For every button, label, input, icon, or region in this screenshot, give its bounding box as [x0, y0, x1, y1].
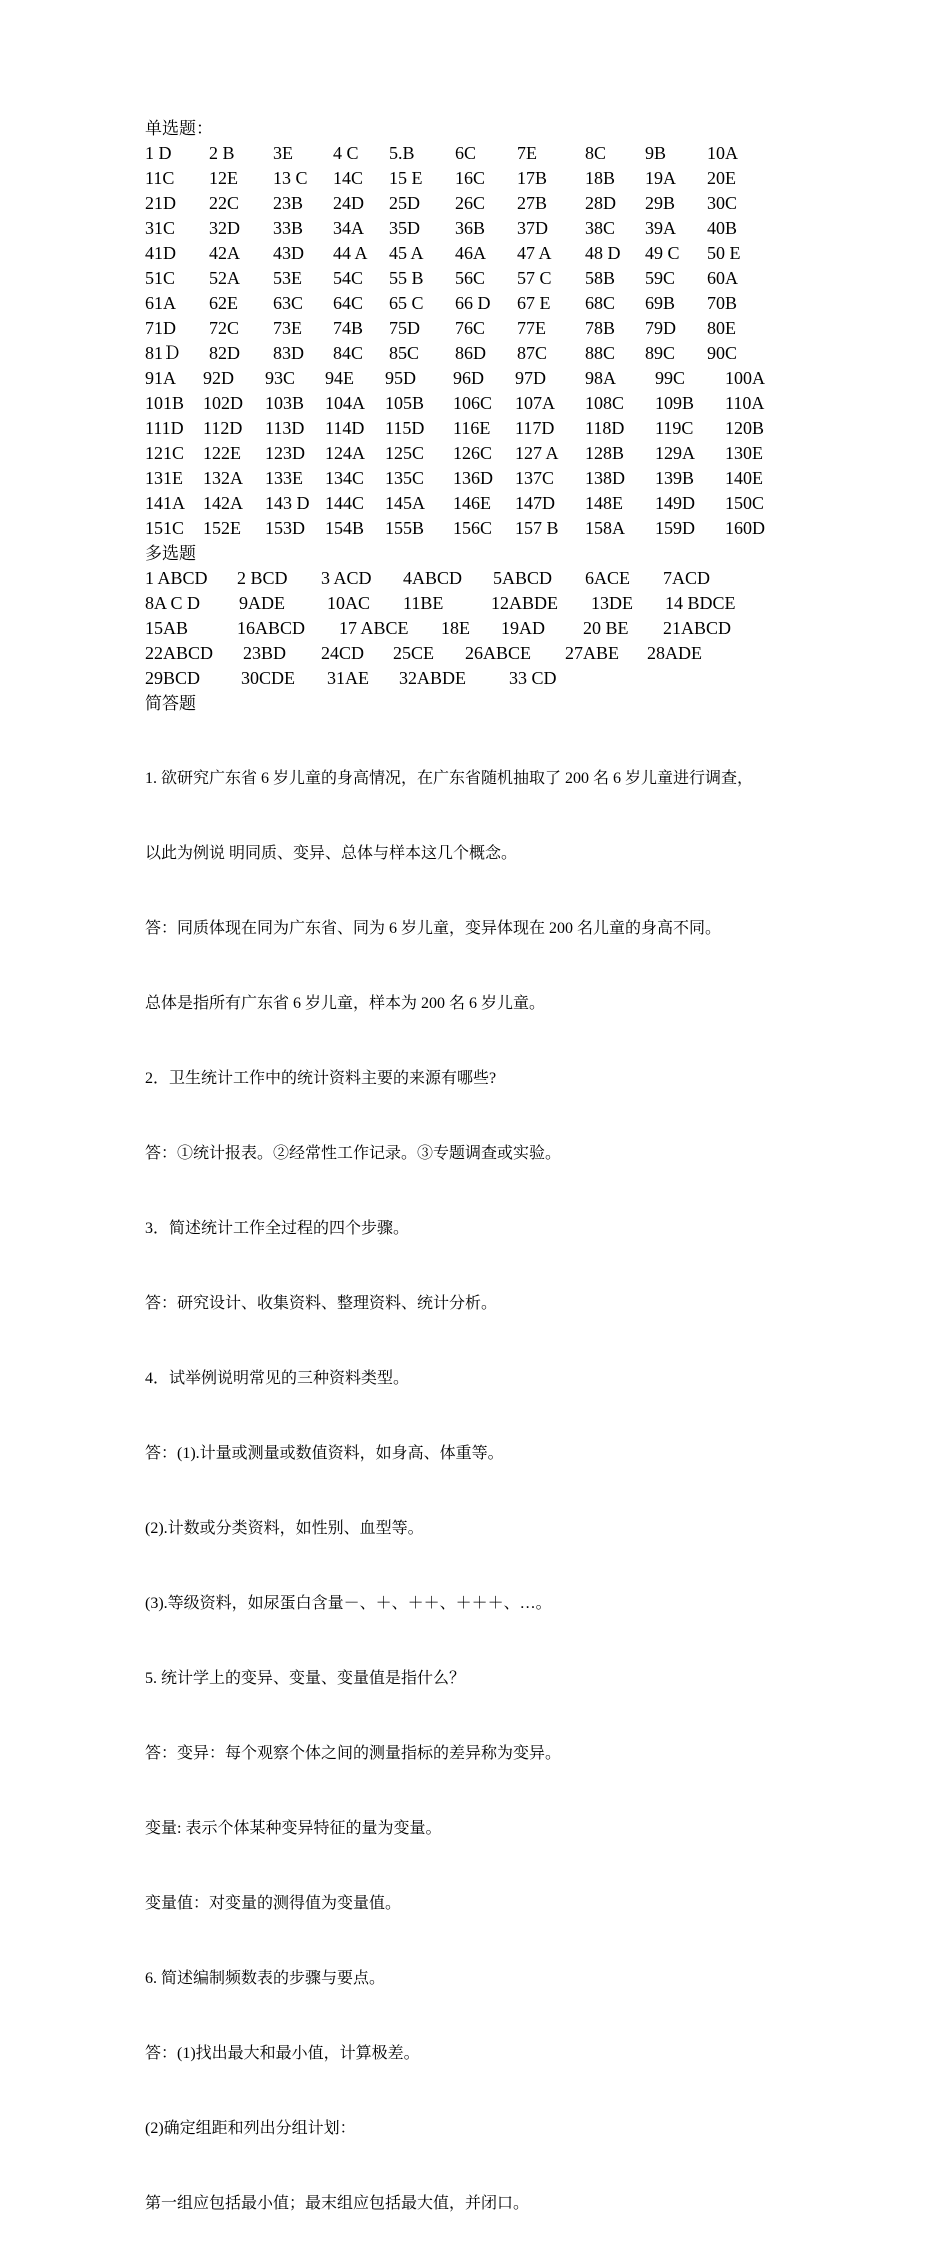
single-choice-answer: 96D	[453, 368, 484, 388]
single-choice-answer: 73E	[273, 318, 302, 338]
multi-choice-answer: 18E	[441, 618, 470, 638]
multi-choice-answer: 12ABDE	[491, 593, 558, 613]
multi-choice-answer: 25CE	[393, 643, 435, 663]
single-choice-answer: 42A	[209, 243, 240, 263]
single-choice-answer: 62E	[209, 293, 238, 313]
multi-choice-answer: 21ABCD	[663, 618, 732, 638]
single-choice-answer: 45 A	[389, 243, 424, 263]
single-choice-answer: 95D	[385, 368, 416, 388]
single-choice-answer: 55 B	[389, 268, 424, 288]
single-choice-row	[145, 316, 825, 341]
single-choice-answer: 146E	[453, 493, 491, 513]
single-choice-answer: 152E	[203, 518, 241, 538]
single-choice-answer: 14C	[333, 168, 364, 188]
single-choice-answer: 136D	[453, 468, 493, 488]
single-choice-answer: 128B	[585, 443, 625, 463]
single-choice-row	[145, 491, 825, 516]
single-choice-answer: 26C	[455, 193, 486, 213]
single-choice-answer: 99C	[655, 368, 686, 388]
single-choice-answer: 76C	[455, 318, 486, 338]
single-choice-row	[145, 291, 825, 316]
single-choice-answer: 123D	[265, 443, 305, 463]
single-choice-answer: 79D	[645, 318, 676, 338]
single-choice-answer: 145A	[385, 493, 425, 513]
single-choice-answer: 5.B	[389, 143, 415, 163]
single-choice-answer: 72C	[209, 318, 240, 338]
single-choice-answer: 59C	[645, 268, 676, 288]
single-choice-answer: 121C	[145, 443, 185, 463]
single-choice-answer: 7E	[517, 143, 537, 163]
single-choice-answer: 112D	[203, 418, 243, 438]
single-choice-answer: 69B	[645, 293, 676, 313]
single-choice-answer: 84C	[333, 343, 364, 363]
single-choice-answer: 30C	[707, 193, 738, 213]
single-choice-answer: 93C	[265, 368, 296, 388]
single-choice-answer: 44 A	[333, 243, 368, 263]
multi-choice-answer: 29BCD	[145, 668, 201, 688]
single-choice-row	[145, 216, 825, 241]
single-choice-answer: 132A	[203, 468, 243, 488]
single-choice-answer: 20E	[707, 168, 736, 188]
single-choice-row	[145, 441, 825, 466]
single-choice-answer: 33B	[273, 218, 304, 238]
multi-choice-answer: 17 ABCE	[339, 618, 409, 638]
single-choice-answer: 156C	[453, 518, 493, 538]
single-choice-row	[145, 391, 825, 416]
single-choice-answer: 117D	[515, 418, 555, 438]
single-choice-answer: 31C	[145, 218, 176, 238]
single-choice-answer: 70B	[707, 293, 738, 313]
answer-4-line-2: (2).计数或分类资料，如性别、血型等。	[145, 1520, 424, 1537]
single-choice-answer: 147D	[515, 493, 555, 513]
single-choice-answer: 21D	[145, 193, 176, 213]
multi-choice-answer: 5ABCD	[493, 568, 553, 588]
multi-choice-row	[145, 566, 825, 591]
multi-choice-answer: 15AB	[145, 618, 189, 638]
single-choice-answer: 142A	[203, 493, 243, 513]
answer-6-line-3: 第一组应包括最小值；最末组应包括最大值，并闭口。	[145, 2195, 530, 2212]
single-choice-answer: 94E	[325, 368, 354, 388]
multi-choice-answer: 27ABE	[565, 643, 619, 663]
single-choice-answer: 130E	[725, 443, 763, 463]
single-choice-answer: 92D	[203, 368, 234, 388]
single-choice-answer: 11C	[145, 168, 175, 188]
single-choice-answer: 148E	[585, 493, 623, 513]
single-choice-answer: 160D	[725, 518, 765, 538]
single-choice-answer: 137C	[515, 468, 555, 488]
answer-4-line-3: (3).等级资料，如尿蛋白含量－、＋、＋＋、＋＋＋、…。	[145, 1595, 552, 1612]
multi-choice-answer: 3 ACD	[321, 568, 372, 588]
single-choice-answer: 40B	[707, 218, 738, 238]
single-choice-answer: 143 D	[265, 493, 310, 513]
single-choice-answer: 27B	[517, 193, 548, 213]
single-choice-answer: 100A	[725, 368, 765, 388]
single-choice-answer: 141A	[145, 493, 185, 513]
single-choice-row	[145, 266, 825, 291]
single-choice-answer: 13 C	[273, 168, 308, 188]
multi-choice-answer: 30CDE	[241, 668, 295, 688]
answer-4-line-1: 答：(1).计量或测量或数值资料，如身高、体重等。	[145, 1445, 504, 1462]
single-choice-answer: 51C	[145, 268, 176, 288]
multi-choice-answer: 4ABCD	[403, 568, 463, 588]
multi-choice-answer: 22ABCD	[145, 643, 214, 663]
single-choice-answer: 122E	[203, 443, 241, 463]
single-choice-answer: 28D	[585, 193, 616, 213]
single-choice-answer: 52A	[209, 268, 240, 288]
single-choice-answer: 22C	[209, 193, 240, 213]
single-choice-answer: 108C	[585, 393, 625, 413]
single-choice-answer: 138D	[585, 468, 625, 488]
single-choice-answer: 19A	[645, 168, 676, 188]
answer-3: 答：研究设计、收集资料、整理资料、统计分析。	[145, 1295, 498, 1312]
single-choice-answer: 48 D	[585, 243, 621, 263]
multi-choice-answer: 16ABCD	[237, 618, 306, 638]
multi-choice-answer: 1 ABCD	[145, 568, 208, 588]
single-choice-answer: 150C	[725, 493, 765, 513]
multi-choice-answer: 11BE	[403, 593, 444, 613]
single-choice-answer: 118D	[585, 418, 625, 438]
multi-choice-row	[145, 666, 825, 691]
single-choice-answer: 6C	[455, 143, 477, 163]
single-choice-answer: 24D	[333, 193, 364, 213]
single-choice-answer: 155B	[385, 518, 425, 538]
single-choice-answer: 105B	[385, 393, 425, 413]
single-choice-answer: 1 D	[145, 143, 172, 163]
multi-choice-answer: 10AC	[327, 593, 371, 613]
short-answer-heading: 简答题	[145, 694, 196, 713]
single-choice-answer: 135C	[385, 468, 425, 488]
single-choice-answer: 111D	[145, 418, 184, 438]
multi-choice-heading: 多选题	[145, 544, 196, 563]
multi-choice-answer: 24CD	[321, 643, 365, 663]
single-choice-answer: 91A	[145, 368, 176, 388]
single-choice-answer: 74B	[333, 318, 364, 338]
single-choice-answer: 71D	[145, 318, 176, 338]
single-choice-answer: 3E	[273, 143, 293, 163]
single-choice-answer: 60A	[707, 268, 738, 288]
single-choice-answer: 39A	[645, 218, 676, 238]
answer-6-line-2: (2)确定组距和列出分组计划：	[145, 2120, 356, 2137]
question-1-line-1: 1. 欲研究广东省 6 岁儿童的身高情况，在广东省随机抽取了 200 名 6 岁儿童进行调查，	[145, 770, 754, 787]
multi-choice-grid	[145, 566, 825, 691]
single-choice-answer: 16C	[455, 168, 486, 188]
single-choice-answer: 57 C	[517, 268, 552, 288]
single-choice-answer: 115D	[385, 418, 425, 438]
single-choice-answer: 12E	[209, 168, 238, 188]
answer-6-line-1: 答：(1)找出最大和最小值，计算极差。	[145, 2045, 420, 2062]
single-choice-answer: 67 E	[517, 293, 551, 313]
question-5: 5. 统计学上的变异、变量、变量值是指什么？	[145, 1670, 466, 1687]
short-answer-body	[145, 716, 825, 2266]
single-choice-answer: 98A	[585, 368, 616, 388]
single-choice-answer: 139B	[655, 468, 695, 488]
single-choice-answer: 49 C	[645, 243, 680, 263]
multi-choice-answer: 6ACE	[585, 568, 630, 588]
single-choice-answer: 82D	[209, 343, 240, 363]
single-choice-row	[145, 191, 825, 216]
single-choice-answer: 56C	[455, 268, 486, 288]
single-choice-answer: 38C	[585, 218, 616, 238]
single-choice-answer: 88C	[585, 343, 616, 363]
multi-choice-answer: 26ABCE	[465, 643, 532, 663]
single-choice-answer: 46A	[455, 243, 486, 263]
question-3: 3．简述统计工作全过程的四个步骤。	[145, 1220, 410, 1237]
single-choice-answer: 2 B	[209, 143, 235, 163]
single-choice-answer: 37D	[517, 218, 548, 238]
single-choice-row	[145, 141, 825, 166]
single-choice-answer: 64C	[333, 293, 364, 313]
single-choice-answer: 134C	[325, 468, 365, 488]
single-choice-answer: 144C	[325, 493, 365, 513]
single-choice-answer: 81Ｄ	[145, 343, 181, 363]
single-choice-answer: 75D	[389, 318, 420, 338]
multi-choice-row	[145, 591, 825, 616]
multi-choice-answer: 23BD	[243, 643, 287, 663]
answer-5-line-2: 变量: 表示个体某种变异特征的量为变量。	[145, 1820, 442, 1837]
single-choice-answer: 34A	[333, 218, 364, 238]
single-choice-answer: 133E	[265, 468, 303, 488]
single-choice-answer: 113D	[265, 418, 305, 438]
single-choice-answer: 10A	[707, 143, 738, 163]
single-choice-answer: 47 A	[517, 243, 552, 263]
single-choice-answer: 106C	[453, 393, 493, 413]
single-choice-answer: 9B	[645, 143, 667, 163]
single-choice-answer: 149D	[655, 493, 695, 513]
single-choice-answer: 43D	[273, 243, 304, 263]
question-2: 2．卫生统计工作中的统计资料主要的来源有哪些?	[145, 1070, 497, 1087]
single-choice-heading: 单选题：	[145, 119, 213, 138]
multi-choice-answer: 32ABDE	[399, 668, 466, 688]
multi-choice-row	[145, 641, 825, 666]
single-choice-answer: 17B	[517, 168, 548, 188]
single-choice-answer: 35D	[389, 218, 420, 238]
single-choice-answer: 89C	[645, 343, 676, 363]
single-choice-answer: 157 B	[515, 518, 559, 538]
single-choice-answer: 119C	[655, 418, 694, 438]
single-choice-answer: 107A	[515, 393, 555, 413]
single-choice-answer: 78B	[585, 318, 616, 338]
answer-1-line-1: 答：同质体现在同为广东省、同为 6 岁儿童，变异体现在 200 名儿童的身高不同。	[145, 920, 722, 937]
single-choice-row	[145, 466, 825, 491]
single-choice-answer: 29B	[645, 193, 676, 213]
single-choice-answer: 18B	[585, 168, 616, 188]
single-choice-answer: 129A	[655, 443, 695, 463]
single-choice-answer: 36B	[455, 218, 486, 238]
single-choice-answer: 154B	[325, 518, 365, 538]
answer-5-line-1: 答：变异：每个观察个体之间的测量指标的差异称为变异。	[145, 1745, 562, 1762]
single-choice-answer: 25D	[389, 193, 420, 213]
single-choice-answer: 63C	[273, 293, 304, 313]
single-choice-row	[145, 341, 825, 366]
single-choice-answer: 124A	[325, 443, 365, 463]
single-choice-answer: 8C	[585, 143, 607, 163]
multi-choice-answer: 19AD	[501, 618, 545, 638]
single-choice-row	[145, 416, 825, 441]
multi-choice-answer: 33 CD	[509, 668, 557, 688]
single-choice-answer: 77E	[517, 318, 546, 338]
single-choice-answer: 125C	[385, 443, 425, 463]
single-choice-row	[145, 366, 825, 391]
single-choice-row	[145, 516, 825, 541]
multi-choice-answer: 20 BE	[583, 618, 629, 638]
single-choice-answer: 50 E	[707, 243, 741, 263]
answer-1-line-2: 总体是指所有广东省 6 岁儿童，样本为 200 名 6 岁儿童。	[145, 995, 546, 1012]
single-choice-answer: 66 D	[455, 293, 491, 313]
single-choice-answer: 4 C	[333, 143, 359, 163]
single-choice-answer: 87C	[517, 343, 548, 363]
single-choice-answer: 140E	[725, 468, 763, 488]
single-choice-answer: 61A	[145, 293, 176, 313]
single-choice-answer: 131E	[145, 468, 183, 488]
answer-5-line-3: 变量值：对变量的测得值为变量值。	[145, 1895, 402, 1912]
single-choice-answer: 116E	[453, 418, 491, 438]
single-choice-answer: 83D	[273, 343, 304, 363]
answer-key	[145, 116, 825, 2266]
single-choice-answer: 23B	[273, 193, 304, 213]
single-choice-answer: 126C	[453, 443, 493, 463]
answer-2: 答：①统计报表。②经常性工作记录。③专题调查或实验。	[145, 1145, 562, 1162]
single-choice-answer: 97D	[515, 368, 546, 388]
single-choice-answer: 158A	[585, 518, 625, 538]
single-choice-answer: 120B	[725, 418, 765, 438]
single-choice-answer: 58B	[585, 268, 616, 288]
single-choice-answer: 68C	[585, 293, 616, 313]
multi-choice-answer: 7ACD	[663, 568, 711, 588]
multi-choice-answer: 31AE	[327, 668, 369, 688]
question-4: 4．试举例说明常见的三种资料类型。	[145, 1370, 410, 1387]
single-choice-row	[145, 166, 825, 191]
question-1-line-2: 以此为例说 明同质、变异、总体与样本这几个概念。	[145, 845, 518, 862]
single-choice-answer: 65 C	[389, 293, 424, 313]
single-choice-answer: 80E	[707, 318, 736, 338]
multi-choice-answer: 14 BDCE	[665, 593, 736, 613]
multi-choice-answer: 9ADE	[239, 593, 285, 613]
single-choice-answer: 32D	[209, 218, 240, 238]
multi-choice-answer: 2 BCD	[237, 568, 288, 588]
single-choice-answer: 54C	[333, 268, 364, 288]
multi-choice-answer: 28ADE	[647, 643, 702, 663]
single-choice-grid	[145, 141, 825, 541]
single-choice-answer: 101B	[145, 393, 185, 413]
single-choice-answer: 15 E	[389, 168, 423, 188]
multi-choice-answer: 8A C D	[145, 593, 201, 613]
single-choice-answer: 104A	[325, 393, 365, 413]
multi-choice-answer: 13DE	[591, 593, 633, 613]
single-choice-answer: 85C	[389, 343, 420, 363]
single-choice-answer: 86D	[455, 343, 486, 363]
single-choice-answer: 102D	[203, 393, 243, 413]
single-choice-row	[145, 241, 825, 266]
single-choice-answer: 103B	[265, 393, 305, 413]
single-choice-answer: 159D	[655, 518, 695, 538]
single-choice-answer: 109B	[655, 393, 695, 413]
single-choice-answer: 114D	[325, 418, 365, 438]
single-choice-answer: 127 A	[515, 443, 559, 463]
single-choice-answer: 110A	[725, 393, 765, 413]
single-choice-answer: 41D	[145, 243, 176, 263]
single-choice-answer: 151C	[145, 518, 185, 538]
single-choice-answer: 90C	[707, 343, 738, 363]
question-6: 6. 简述编制频数表的步骤与要点。	[145, 1970, 386, 1987]
single-choice-answer: 153D	[265, 518, 305, 538]
single-choice-answer: 53E	[273, 268, 302, 288]
multi-choice-row	[145, 616, 825, 641]
